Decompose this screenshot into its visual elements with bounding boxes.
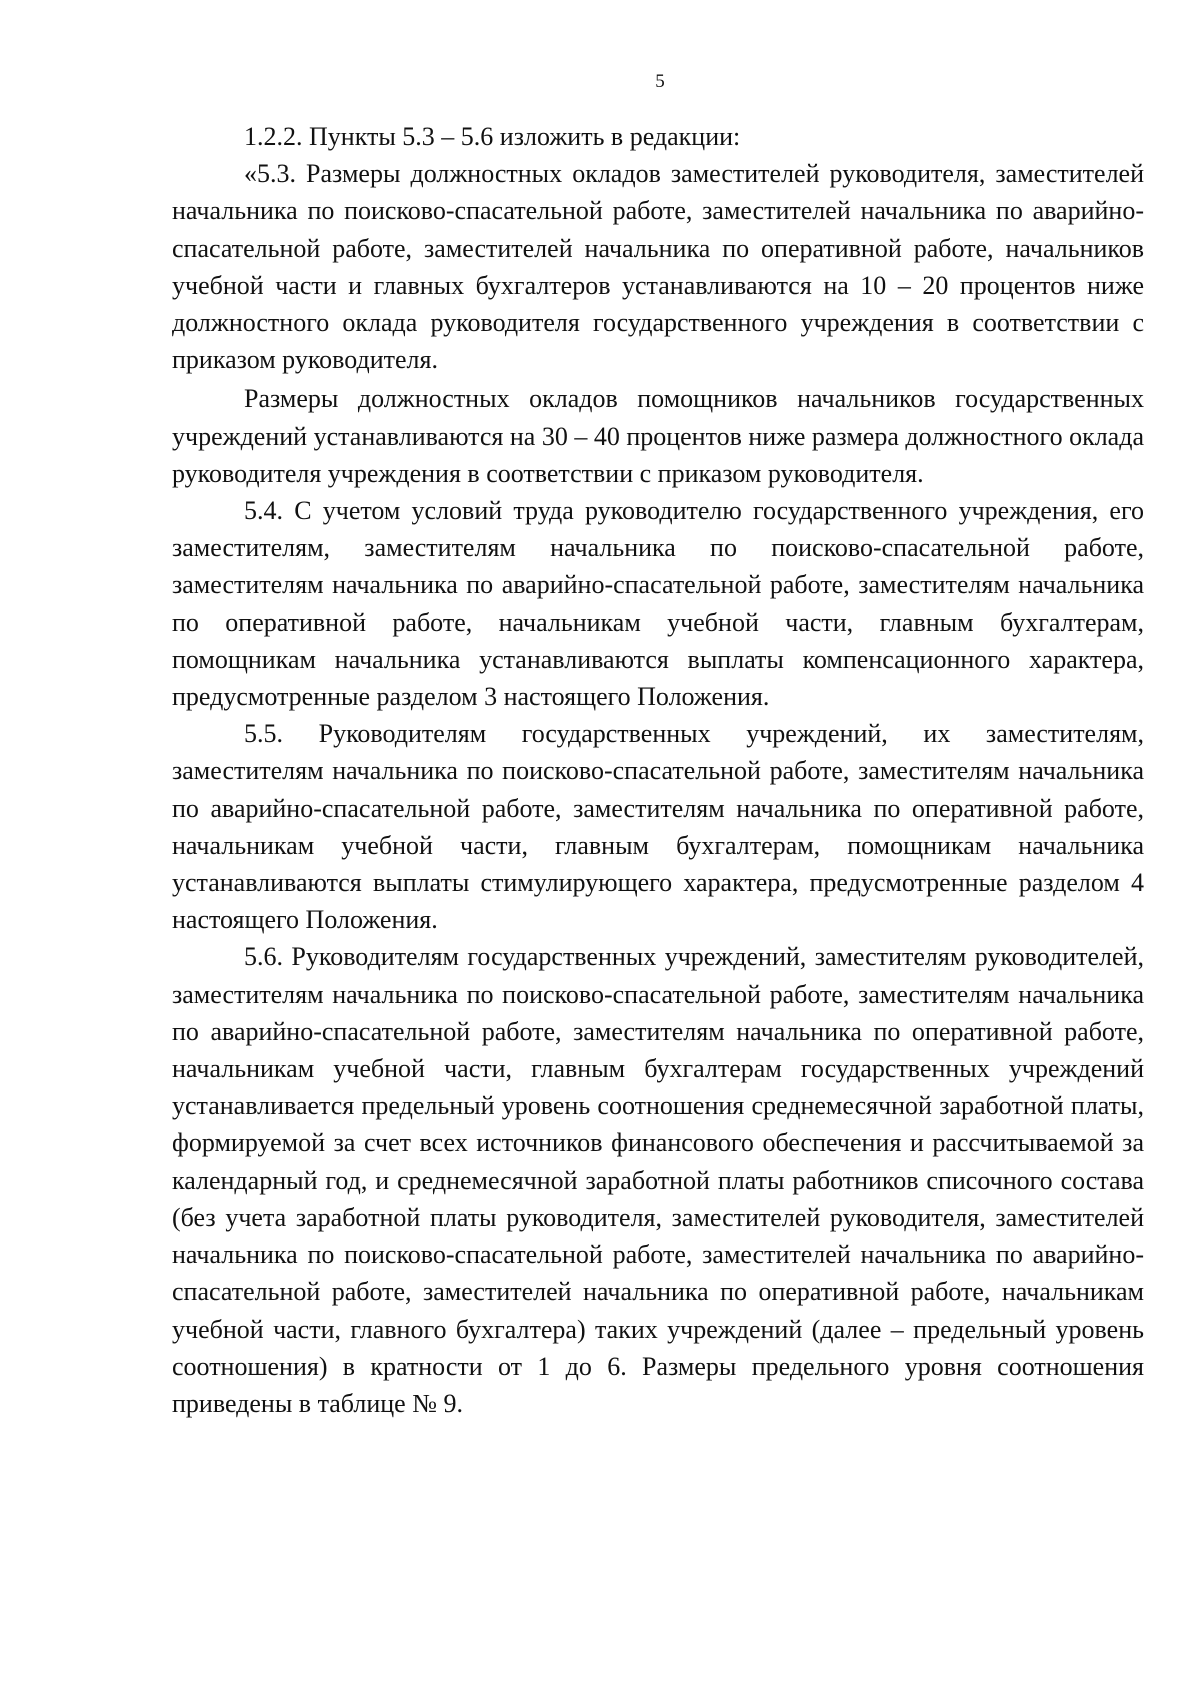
paragraph-5-3: «5.3. Размеры должностных окладов заместителей руководителя, заместителей начальника по поисково-спасательной работе, заместителей начальника по аварийно-спасательной работе, заместителей начальника по оперативной работе, начальников учебной части и главных бухгалтеров устанавливаются на 10 – 20 процентов ниже должностного оклада руководителя государственного учреждения в соответствии с приказом руководителя. [172, 159, 1144, 375]
page-number: 5 [655, 71, 665, 92]
paragraph-5-6: 5.6. Руководителям государственных учреждений, заместителям руководителей, заместителям начальника по поисково-спасательной работе, заместителям начальника по аварийно-спасательной работе, заместителям начальника по оперативной работе, начальникам учебной части, главным бухгалтерам государственных учреждений устанавливается предельный уровень соотношения среднемесячной заработной платы, формируемой за счет всех источников финансового обеспечения и рассчитываемой за календарный год, и среднемесячной заработной платы работников списочного состава (без учета заработной платы руководителя, заместителей руководителя, заместителей начальника по поисково-спасательной работе, заместителей начальника по аварийно-спасательной работе, заместителей начальника по оперативной работе, начальникам учебной части, главного бухгалтера) таких учреждений (далее – предельный уровень соотношения) в кратности от 1 до 6. Размеры предельного уровня соотношения приведены в таблице № 9. [172, 942, 1144, 1418]
document-body [172, 118, 1144, 1422]
paragraph-1-2-2: 1.2.2. Пункты 5.3 – 5.6 изложить в редакции: [244, 122, 741, 151]
paragraph-5-4: 5.4. С учетом условий труда руководителю государственного учреждения, его заместителям, заместителям начальника по поисково-спасательной работе, заместителям начальника по аварийно-спасательной работе, заместителям начальника по оперативной работе, начальникам учебной части, главным бухгалтерам, помощникам начальника устанавливаются выплаты компенсационного характера, предусмотренные разделом 3 настоящего Положения. [172, 496, 1144, 712]
paragraph-5-3-assistants: Размеры должностных окладов помощников начальников государственных учреждений устанавливаются на 30 – 40 процентов ниже размера должностного оклада руководителя учреждения в соответствии с приказом руководителя. [172, 384, 1144, 488]
paragraph-5-5: 5.5. Руководителям государственных учреждений, их заместителям, заместителям начальника по поисково-спасательной работе, заместителям начальника по аварийно-спасательной работе, заместителям начальника по оперативной работе, начальникам учебной части, главным бухгалтерам, помощникам начальника устанавливаются выплаты стимулирующего характера, предусмотренные разделом 4 настоящего Положения. [172, 719, 1144, 935]
